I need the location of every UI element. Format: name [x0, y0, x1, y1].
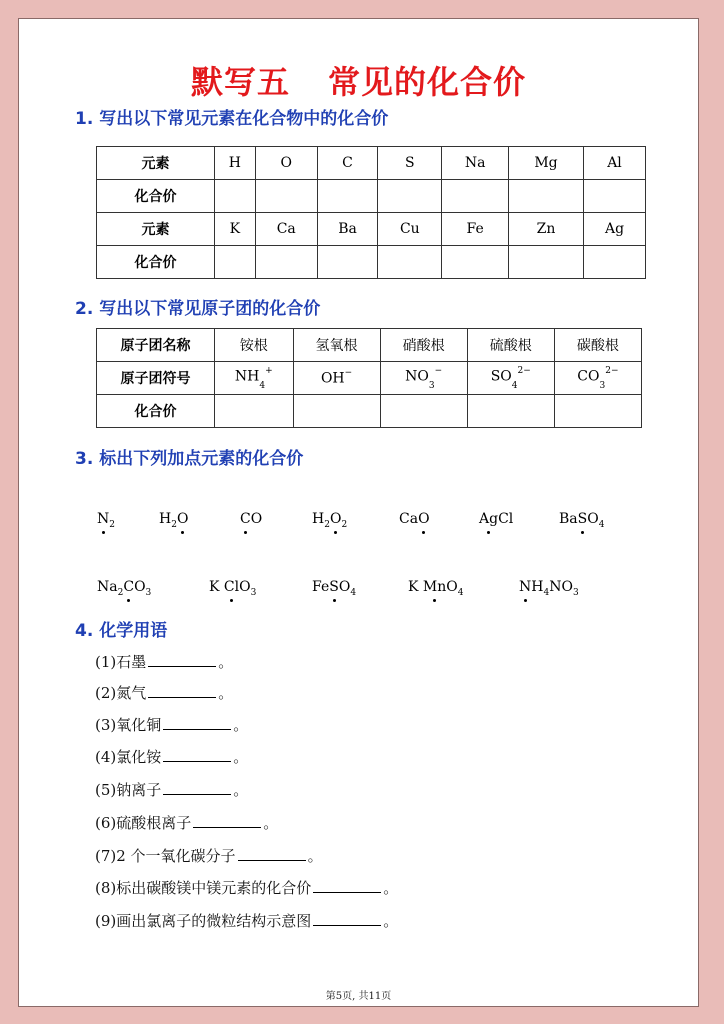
radical-name-cell: 铵根	[215, 329, 294, 362]
element-cell: Cu	[378, 213, 442, 246]
answer-blank[interactable]	[313, 911, 381, 926]
answer-cell[interactable]	[317, 180, 378, 213]
answer-blank[interactable]	[148, 683, 216, 698]
formula: K MnO$_4$	[408, 579, 464, 598]
formula: BaSO$_4$	[559, 511, 605, 530]
table-row	[97, 329, 642, 362]
radical-name-cell: 碳酸根	[554, 329, 641, 362]
answer-cell[interactable]	[554, 395, 641, 428]
element-cell: Na	[442, 147, 509, 180]
row-label: 化合价	[97, 180, 215, 213]
element-cell: Fe	[442, 213, 509, 246]
element-cell: Zn	[509, 213, 584, 246]
element-cell: K	[215, 213, 256, 246]
radical-symbol-cell: $SO_4^{2-}$	[467, 362, 554, 395]
title-part-2: 常见的化合价	[328, 63, 527, 101]
element-cell: S	[378, 147, 442, 180]
answer-cell[interactable]	[467, 395, 554, 428]
answer-blank[interactable]	[313, 878, 381, 893]
radical-name-cell: 氢氧根	[293, 329, 380, 362]
answer-cell[interactable]	[583, 180, 645, 213]
worksheet-page	[18, 18, 699, 1007]
answer-blank[interactable]	[163, 747, 231, 762]
radical-valence-table	[96, 328, 642, 428]
section-1-heading: 1. 写出以下常见元素在化合物中的化合价	[75, 109, 389, 129]
table-row	[97, 246, 646, 279]
element-cell: Ba	[317, 213, 378, 246]
answer-cell[interactable]	[293, 395, 380, 428]
answer-cell[interactable]	[215, 246, 256, 279]
formula: AgCl	[479, 511, 514, 527]
radical-symbol-cell: OH−	[293, 362, 380, 395]
answer-cell[interactable]	[255, 246, 317, 279]
element-cell: Al	[583, 147, 645, 180]
formula: CaO	[399, 511, 430, 527]
formula: $H_2O$	[159, 511, 189, 530]
page-footer: 第5页, 共11页	[325, 991, 392, 1002]
element-valence-table	[96, 146, 646, 279]
row-label: 化合价	[97, 395, 215, 428]
answer-cell[interactable]	[378, 180, 442, 213]
table-row	[97, 395, 642, 428]
answer-cell[interactable]	[317, 246, 378, 279]
answer-cell[interactable]	[215, 180, 256, 213]
question-item: (2)氮气 。	[95, 684, 234, 702]
answer-blank[interactable]	[193, 813, 261, 828]
row-label: 化合价	[97, 246, 215, 279]
element-cell: O	[255, 147, 317, 180]
element-cell: H	[215, 147, 256, 180]
section-2-heading: 2. 写出以下常见原子团的化合价	[75, 299, 321, 319]
table-row	[97, 180, 646, 213]
answer-cell[interactable]	[255, 180, 317, 213]
table-row	[97, 147, 646, 180]
radical-symbol-cell: $CO_3^{2-}$	[554, 362, 641, 395]
question-item: (3)氧化铜 。	[95, 716, 249, 734]
question-item: (7)2 个一氧化碳分子 。	[95, 847, 323, 865]
answer-cell[interactable]	[509, 246, 584, 279]
element-cell: Ca	[255, 213, 317, 246]
element-cell: C	[317, 147, 378, 180]
section-4-heading: 4. 化学用语	[75, 621, 168, 641]
formula: K ClO$_3$	[209, 579, 257, 598]
element-cell: Mg	[509, 147, 584, 180]
question-item: (6)硫酸根离子 。	[95, 814, 279, 832]
title-part-1: 默写五	[190, 63, 290, 101]
question-item: (1)石墨 。	[95, 653, 234, 671]
answer-cell[interactable]	[442, 246, 509, 279]
answer-cell[interactable]	[509, 180, 584, 213]
radical-name-cell: 硫酸根	[467, 329, 554, 362]
table-row	[97, 213, 646, 246]
answer-cell[interactable]	[442, 180, 509, 213]
formula: $NH_4NO_3$	[519, 579, 579, 598]
answer-blank[interactable]	[163, 780, 231, 795]
radical-symbol-cell: $NO_3^-$	[380, 362, 467, 395]
formula: CO	[240, 511, 263, 527]
answer-cell[interactable]	[583, 246, 645, 279]
row-label: 元素	[97, 147, 215, 180]
section-3-heading: 3. 标出下列加点元素的化合价	[75, 449, 304, 469]
formula: $H_2O_2$	[312, 511, 348, 530]
answer-cell[interactable]	[380, 395, 467, 428]
radical-name-cell: 硝酸根	[380, 329, 467, 362]
answer-blank[interactable]	[148, 652, 216, 667]
row-label: 元素	[97, 213, 215, 246]
row-label: 原子团名称	[97, 329, 215, 362]
answer-cell[interactable]	[378, 246, 442, 279]
answer-blank[interactable]	[238, 846, 306, 861]
question-item: (4)氯化铵 。	[95, 748, 249, 766]
formula: $N_2$	[97, 511, 115, 530]
radical-symbol-cell: $NH_4^+$	[215, 362, 294, 395]
question-item: (9)画出氯离子的微粒结构示意图 。	[95, 912, 399, 930]
table-row	[97, 362, 642, 395]
question-item: (5)钠离子 。	[95, 781, 249, 799]
formula: $Na_2CO_3$	[97, 579, 152, 598]
answer-cell[interactable]	[215, 395, 294, 428]
page-title	[19, 57, 698, 103]
row-label: 原子团符号	[97, 362, 215, 395]
question-item: (8)标出碳酸镁中镁元素的化合价 。	[95, 879, 399, 897]
element-cell: Ag	[583, 213, 645, 246]
answer-blank[interactable]	[163, 715, 231, 730]
formula: FeSO$_4$	[312, 579, 357, 598]
